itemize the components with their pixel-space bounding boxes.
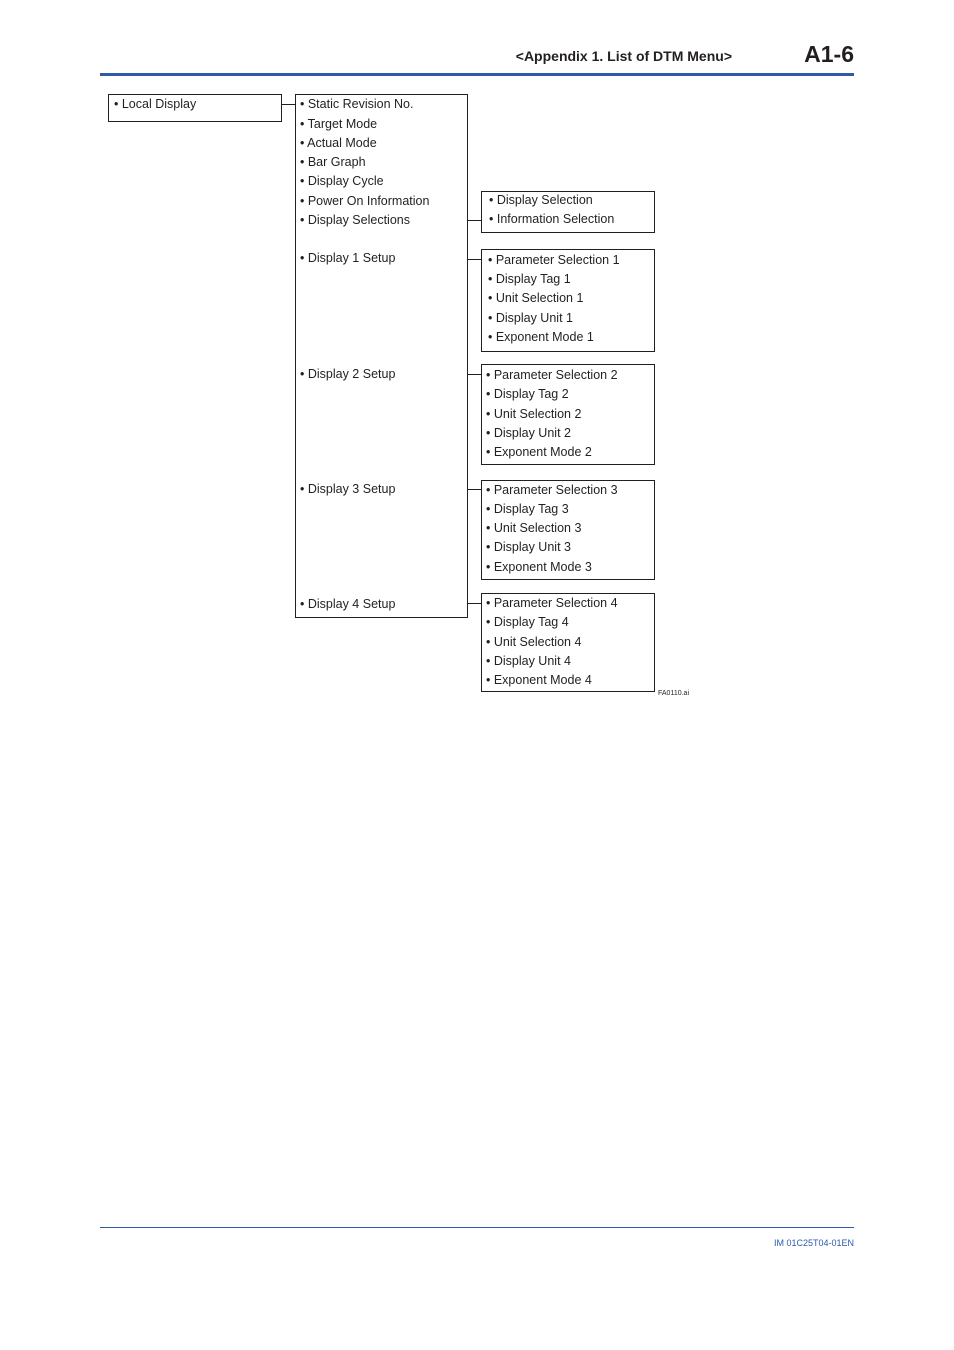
menu-item: • Display Unit 4	[486, 654, 571, 668]
connector-line	[468, 489, 482, 490]
connector-line	[468, 259, 482, 260]
menu-item: • Display Tag 2	[486, 387, 569, 401]
menu-item: • Exponent Mode 4	[486, 673, 592, 687]
menu-item: • Power On Information	[300, 194, 430, 208]
menu-item: • Display Tag 1	[488, 272, 571, 286]
connector-line	[468, 220, 482, 221]
menu-item: • Unit Selection 4	[486, 635, 582, 649]
menu-item: • Unit Selection 2	[486, 407, 582, 421]
menu-item: • Display 4 Setup	[300, 597, 396, 611]
menu-item: • Display Tag 3	[486, 502, 569, 516]
menu-item: • Exponent Mode 1	[488, 330, 594, 344]
menu-item: • Parameter Selection 3	[486, 483, 618, 497]
footer-rule	[100, 1227, 854, 1228]
connector-line	[468, 603, 482, 604]
menu-item: • Display Selections	[300, 213, 410, 227]
header-title: <Appendix 1. List of DTM Menu>	[515, 48, 732, 64]
menu-item: • Display Unit 3	[486, 540, 571, 554]
connector-line	[282, 104, 296, 105]
menu-item: • Display 3 Setup	[300, 482, 396, 496]
figure-id: FA0110.ai	[658, 690, 690, 697]
menu-item: • Exponent Mode 3	[486, 560, 592, 574]
menu-item: • Local Display	[114, 97, 197, 111]
menu-item: • Target Mode	[300, 117, 378, 131]
menu-item: • Exponent Mode 2	[486, 445, 592, 459]
menu-item: • Unit Selection 3	[486, 521, 582, 535]
menu-item: • Parameter Selection 4	[486, 596, 618, 610]
menu-item: • Display 2 Setup	[300, 367, 396, 381]
menu-item: • Display Unit 2	[486, 426, 571, 440]
menu-item: • Display 1 Setup	[300, 251, 396, 265]
local-display-submenu-box	[295, 94, 468, 618]
menu-item: • Actual Mode	[300, 136, 377, 150]
menu-item: • Information Selection	[489, 212, 615, 226]
menu-item: • Bar Graph	[300, 155, 366, 169]
menu-item: • Display Selection	[489, 193, 593, 207]
page-number: A1-6	[804, 41, 854, 67]
menu-item: • Display Tag 4	[486, 615, 569, 629]
connector-line	[468, 374, 482, 375]
menu-item: • Static Revision No.	[300, 97, 414, 111]
menu-item: • Parameter Selection 2	[486, 368, 618, 382]
document-id: IM 01C25T04-01EN	[773, 1238, 854, 1248]
menu-item: • Display Unit 1	[488, 311, 573, 325]
menu-item: • Parameter Selection 1	[488, 253, 620, 267]
header-rule	[100, 73, 854, 76]
menu-item: • Unit Selection 1	[488, 291, 584, 305]
menu-item: • Display Cycle	[300, 174, 384, 188]
